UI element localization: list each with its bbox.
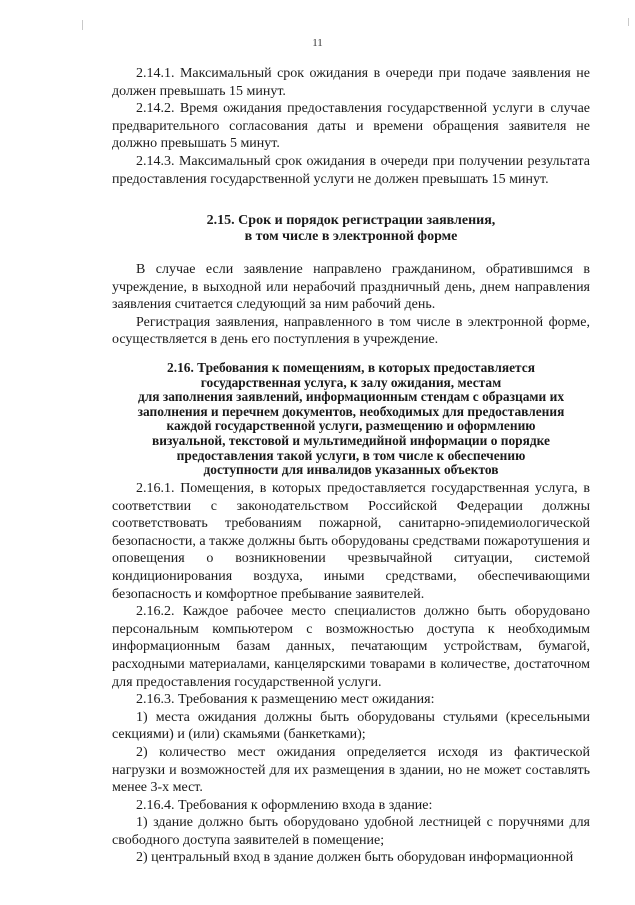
paragraph: 2.14.2. Время ожидания предоставления государственной услуги в случае предварительного согласования даты и времени обращения заявителя не должно превышать 5 минут. [112, 101, 590, 152]
section-2-16-text [112, 480, 590, 867]
list-item: 2) количество мест ожидания определяется исходя из фактической нагрузки и возможностей для их размещения в здании, но не может составлять менее 3-х мест. [112, 744, 590, 796]
heading-line: доступности для инвалидов указанных объектов [203, 462, 499, 478]
paragraph: Регистрация заявления, направленного в том числе в электронной форме, осуществляется в день его поступления в учреждение. [112, 314, 590, 348]
paragraph: 2.16.3. Требования к размещению мест ожидания: [136, 692, 435, 708]
paragraph: 2.16.4. Требования к оформлению входа в здание: [136, 797, 433, 813]
paragraph: 2.16.2. Каждое рабочее место специалистов должно быть оборудовано персональным компьютером с возможностью доступа к необходимым информационным базам данных, печатающим устройствам, бумагой, расходными материалами, канцелярскими товарами в количестве, достаточном для предоставления государственной услуги. [112, 604, 590, 690]
heading-line: 2.16. Требования к помещениям, в которых предоставляется [167, 360, 535, 375]
heading-line: предоставления такой услуги, в том числе к обеспечению [176, 447, 526, 463]
paragraph: 2.14.1. Максимальный срок ожидания в очереди при подаче заявления не должен превышать 15 минут. [112, 66, 590, 99]
heading-line: для заполнения заявлений, информационным стендам с образцами их [137, 389, 565, 405]
scan-margin-mark [628, 18, 629, 26]
list-item: 1) здание должно быть оборудовано удобной лестницей с поручнями для свободного доступа заявителей в помещение; [112, 815, 590, 848]
page-number: 11 [312, 37, 323, 49]
heading-line: государственная услуга, к залу ожидания, местам [200, 374, 502, 390]
list-item: 1) места ожидания должны быть оборудованы стульями (кресельными секциями) и (или) скамьями (банкетками); [112, 709, 590, 743]
heading-line: визуальной, текстовой и мультимедийной информации о порядке [152, 432, 550, 448]
section-2-15-heading [112, 213, 590, 245]
heading-line: в том числе в электронной форме [244, 229, 458, 244]
section-2-14-text [112, 65, 590, 188]
paragraph: 2.16.1. Помещения, в которых предоставляется государственная услуга, в соответствии с законодательством Российской Федерации должны соответствовать требованиям пожарной, санитарно-эпидемиологической безопасности, а также должны быть оборудованы средствами пожаротушения и оповещения о возникновении чрезвычайной ситуации, системой кондиционирования воздуха, иными средствами, обеспечивающими безопасность и комфортное пребывание заявителей. [112, 481, 590, 602]
heading-line: 2.15. Срок и порядок регистрации заявления, [206, 213, 496, 228]
scan-margin-mark [82, 20, 83, 30]
section-2-15-text [112, 261, 590, 349]
list-item: 2) центральный вход в здание должен быть оборудован информационной [136, 850, 574, 866]
heading-line: каждой государственной услуги, размещению и оформлению [166, 418, 536, 434]
section-2-16-heading [112, 361, 590, 478]
paragraph: В случае если заявление направлено гражданином, обратившимся в учреждение, в выходной или нерабочий праздничный день, днем направления заявления считается следующий за ним рабочий день. [112, 262, 590, 313]
heading-line: заполнения и перечнем документов, необходимых для предоставления [137, 403, 565, 419]
paragraph: 2.14.3. Максимальный срок ожидания в очереди при получении результата предоставления государственной услуги не должен превышать 15 минут. [112, 153, 590, 187]
